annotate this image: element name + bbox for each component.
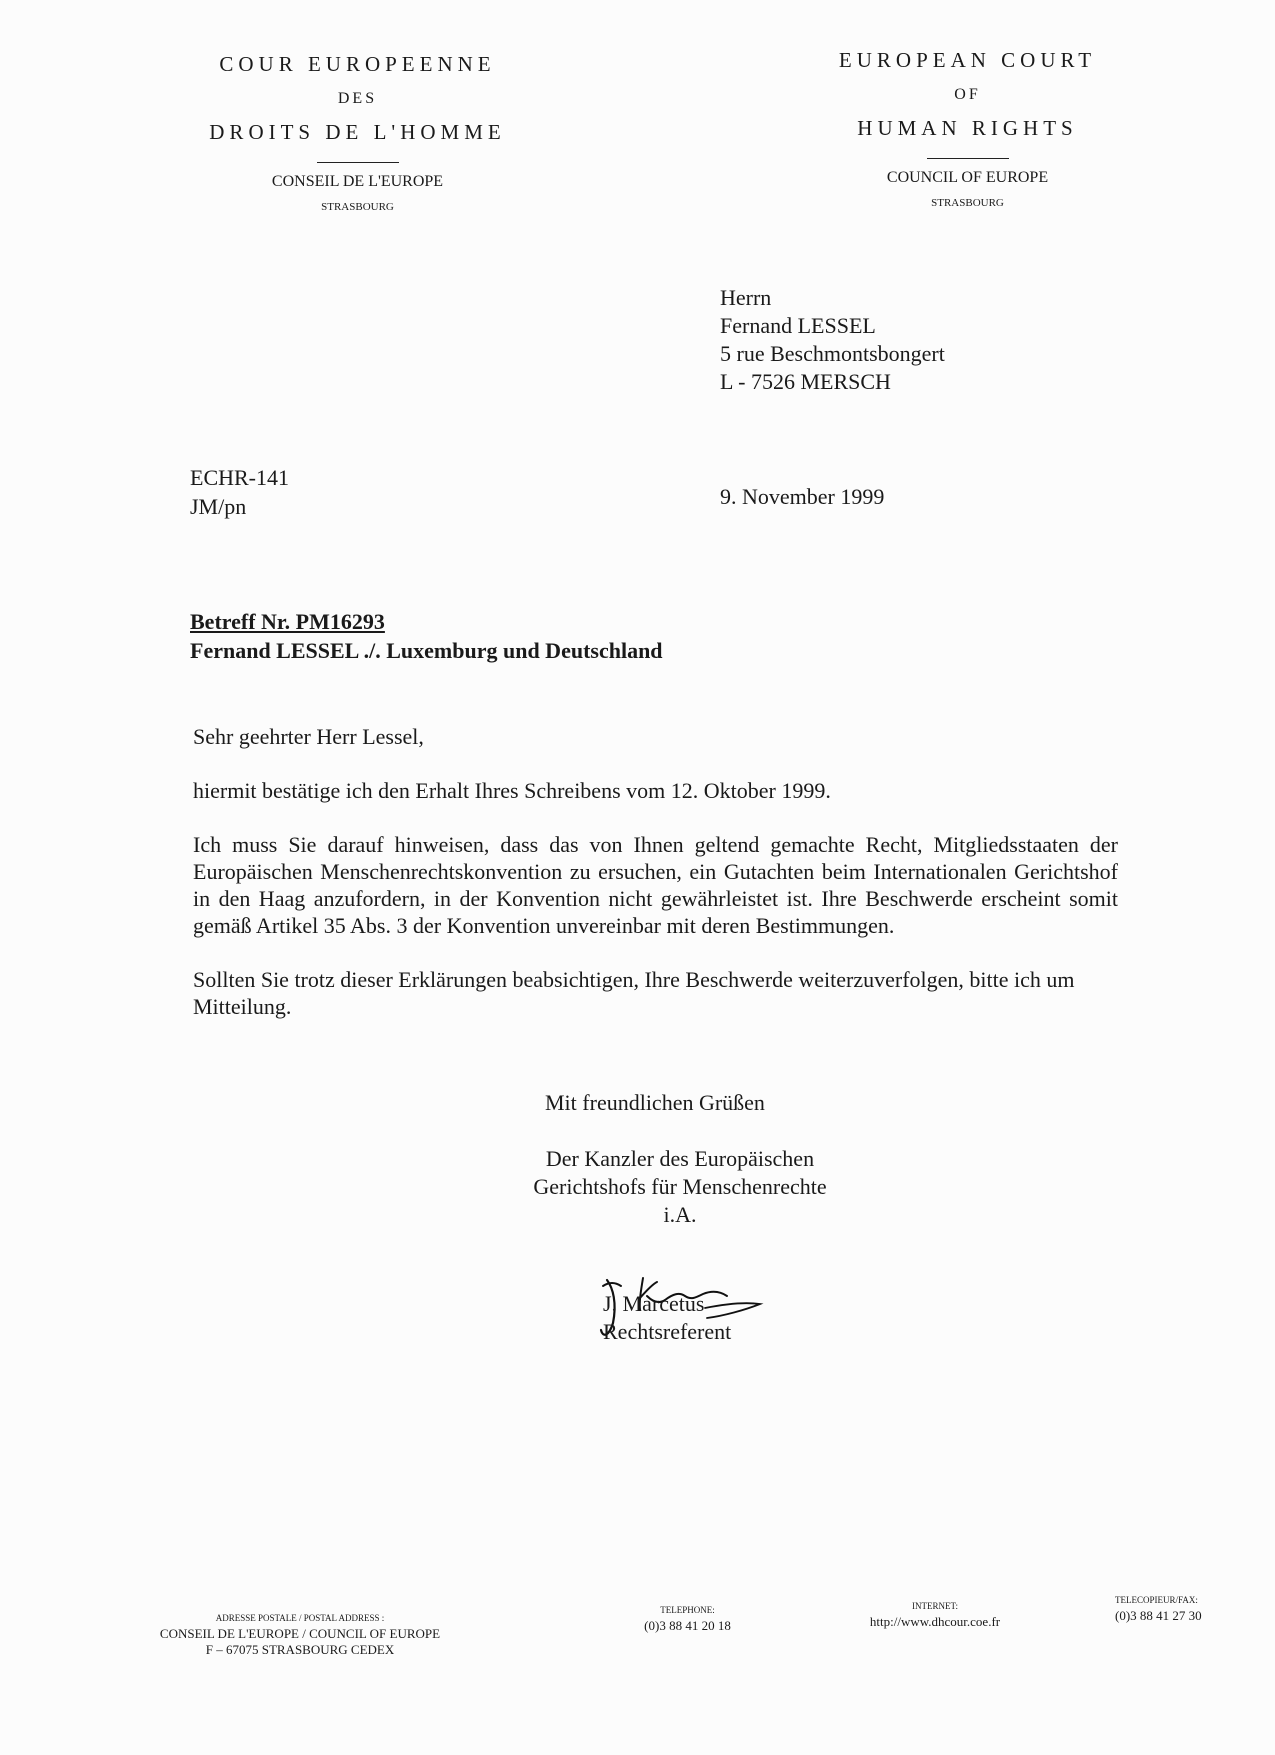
reference-initials: JM/pn [190, 494, 247, 519]
recipient-name: Fernand LESSEL [720, 313, 876, 338]
letterhead-fr-line1: COUR EUROPEENNE [219, 52, 496, 76]
closing-line3: i.A. [663, 1202, 697, 1227]
signer-title: Rechtsreferent [603, 1319, 732, 1344]
subject-block [190, 607, 663, 665]
footer-address-line1: CONSEIL DE L'EUROPE / COUNCIL OF EUROPE [159, 1626, 441, 1641]
letterhead-french [185, 52, 530, 213]
signer-block [603, 1290, 731, 1346]
body-paragraph-1: hiermit bestätige ich den Erhalt Ihres Schreibens vom 12. Oktober 1999. [193, 778, 831, 803]
footer-address [130, 1610, 470, 1658]
reference-code: ECHR-141 [190, 465, 289, 490]
letterhead-english [795, 48, 1140, 209]
footer-tel-label: TELEPHONE: [660, 1605, 715, 1615]
closing-line1: Der Kanzler des Europäischen [545, 1146, 815, 1171]
footer-telephone [625, 1602, 750, 1634]
footer-fax [1115, 1592, 1225, 1624]
greeting: Sehr geehrter Herr Lessel, [193, 724, 424, 749]
closing-block [480, 1145, 880, 1229]
footer-web-value: http://www.dhcour.coe.fr [869, 1614, 1001, 1629]
subject-line2: Fernand LESSEL ./. Luxemburg und Deutschland [190, 638, 663, 663]
recipient-city: L - 7526 MERSCH [720, 369, 891, 394]
footer-address-label: ADRESSE POSTALE / POSTAL ADDRESS : [215, 1613, 385, 1623]
letterhead-en-line2: OF [954, 86, 981, 104]
subject-line1: Betreff Nr. PM16293 [190, 609, 385, 634]
closing-regards: Mit freundlichen Grüßen [545, 1090, 765, 1115]
letterhead-fr-council: CONSEIL DE L'EUROPE [271, 172, 444, 190]
reference-block [190, 463, 289, 521]
letterhead-fr-line3: DROITS DE L'HOMME [209, 120, 506, 145]
letter-date: 9. November 1999 [720, 484, 885, 509]
letterhead-fr-city: STRASBOURG [321, 200, 394, 213]
letterhead-en-city: STRASBOURG [931, 196, 1004, 209]
letterhead-fr-divider [317, 162, 399, 163]
footer-fax-value: (0)3 88 41 27 30 [1115, 1608, 1202, 1623]
letterhead-en-divider [927, 158, 1009, 159]
body-paragraph-3: Sollten Sie trotz dieser Erklärungen beabsichtigen, Ihre Beschwerde weiterzuverfolgen, bitte ich um Mitteilung. [193, 967, 1075, 1019]
letterhead-fr-line2: DES [337, 90, 378, 108]
recipient-address [720, 284, 945, 396]
letterhead-en-line1: EUROPEAN COURT [838, 48, 1097, 72]
closing-line2: Gerichtshofs für Menschenrechte [533, 1174, 827, 1199]
footer-address-line2: F – 67075 STRASBOURG CEDEX [205, 1642, 395, 1657]
recipient-street: 5 rue Beschmontsbongert [720, 341, 945, 366]
letterhead-en-line3: HUMAN RIGHTS [857, 116, 1078, 141]
letterhead-en-council: COUNCIL OF EUROPE [886, 168, 1049, 186]
signer-name: J. Marcetus [603, 1291, 705, 1316]
footer-web-label: INTERNET: [911, 1601, 959, 1611]
footer-internet [840, 1598, 1030, 1630]
footer-tel-value: (0)3 88 41 20 18 [644, 1618, 731, 1633]
recipient-salutation: Herrn [720, 285, 772, 310]
body-paragraph-2: Ich muss Sie darauf hinweisen, dass das von Ihnen geltend gemachte Recht, Mitgliedsstaaten der Europäischen Menschenrechtskonvention zu ersuchen, ein Gutachten beim Internationalen Gerichtshof in den Haag anzufordern, in der Konvention nicht gewährleistet ist. Ihre Beschwerde erscheint somit gemäß Artikel 35 Abs. 3 der Konvention unvereinbar mit deren Bestimmungen. [193, 832, 1118, 938]
footer-fax-label: TELECOPIEUR/FAX: [1115, 1595, 1198, 1605]
letter-body [193, 723, 1118, 1047]
